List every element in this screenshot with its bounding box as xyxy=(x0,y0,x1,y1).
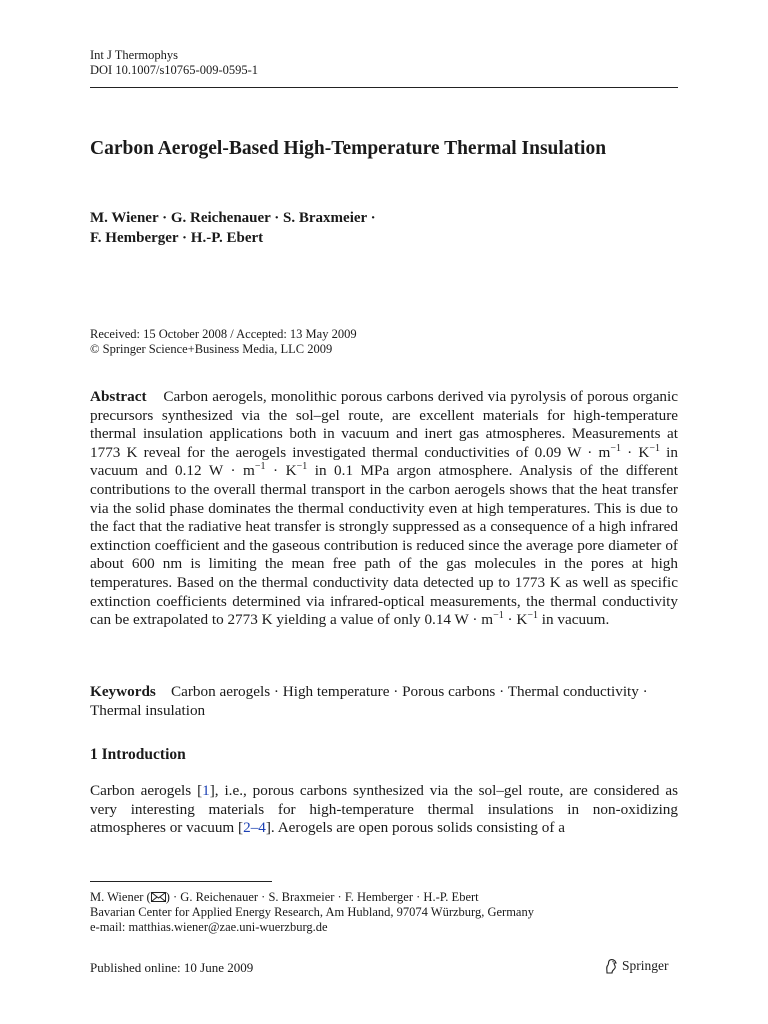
envelope-icon xyxy=(151,892,166,902)
intro-text-3: ]. Aerogels are open porous solids consisting of a xyxy=(265,819,565,837)
keywords-label: Keywords xyxy=(90,683,156,700)
abstract-text-3: in 0.1 MPa argon atmosphere. Analysis of the different contributions to the overall thermal transport in the carbon aerogels shows that the heat transfer via the solid phase dominates the thermal conductivity even at high temperatures. This is due to the fact that the radiative heat transfer is strongly suppressed as a consequence of a high infrared extinction coefficient and the gaseous contribution is reduced since the average pore diameter of about 600 nm is limiting the mean free path of the gas molecules in the pores at high temperatures. Based on the thermal conductivity data detected up to 1773 K as well as specific extinction coefficients determined via infrared-optical measurements, the thermal conductivity can be extrapolated to 2773 K yielding a value of only 0.14 W · m xyxy=(90,462,678,629)
abstract-unit: · K xyxy=(503,611,528,629)
intro-text-1: Carbon aerogels [ xyxy=(90,782,203,799)
footnote-rule xyxy=(90,881,272,882)
received-accepted: Received: 15 October 2008 / Accepted: 13 May 2009 xyxy=(90,327,357,341)
footnote-authors-b: ) · G. Reichenauer · S. Braxmeier · F. Hemberger · H.-P. Ebert xyxy=(165,890,479,904)
abstract-text-2: in vacuum and 0.12 W · m xyxy=(90,443,678,480)
citation-dash: – xyxy=(250,819,259,837)
citation-link-4[interactable]: 4 xyxy=(258,819,266,837)
exponent: −1 xyxy=(254,461,266,473)
citation-link-1[interactable]: 1 xyxy=(202,782,210,799)
authors-line-2: F. Hemberger · H.-P. Ebert xyxy=(90,230,264,246)
journal-header xyxy=(90,48,258,78)
author-footnote xyxy=(90,890,534,935)
publisher-logo xyxy=(604,958,669,974)
introduction-paragraph xyxy=(90,782,678,838)
exponent: −1 xyxy=(296,461,308,473)
exponent: −1 xyxy=(527,610,538,622)
email[interactable]: e-mail: matthias.wiener@zae.uni-wuerzburg.de xyxy=(90,920,328,934)
doi: DOI 10.1007/s10765-009-0595-1 xyxy=(90,63,259,77)
citation-link-2[interactable]: 2 xyxy=(243,819,251,837)
abstract-text-4: in vacuum. xyxy=(537,611,610,629)
abstract-unit: · K xyxy=(265,462,297,480)
abstract-label: Abstract xyxy=(90,388,147,405)
publisher-name: Springer xyxy=(622,958,669,973)
journal-name: Int J Thermophys xyxy=(90,48,178,62)
section-heading-introduction: 1 Introduction xyxy=(90,746,186,763)
copyright: © Springer Science+Business Media, LLC 2009 xyxy=(90,342,333,356)
footnote-authors xyxy=(90,890,534,905)
exponent: −1 xyxy=(493,610,504,622)
footnote-authors-a: M. Wiener ( xyxy=(90,890,151,904)
keywords xyxy=(90,683,678,720)
exponent: −1 xyxy=(649,442,661,454)
intro-text-2: ], i.e., porous carbons synthesized via the sol–gel route, are considered as very interesting materials for high-temperature thermal insulations in non-oxidizing atmospheres or vacuum [ xyxy=(90,782,678,837)
dates-block xyxy=(90,327,357,357)
abstract-text-1: Carbon aerogels, monolithic porous carbons derived via pyrolysis of porous organic precursors synthesized via the sol–gel route, are excellent materials for high-temperature thermal insulation applications both in vacuum and inert gas atmospheres. Measurements at 1773 K reveal for the aerogels investigated thermal conductivities of 0.09 W · m xyxy=(90,388,678,461)
abstract-unit: · K xyxy=(621,443,650,461)
exponent: −1 xyxy=(610,442,621,454)
author-list xyxy=(90,208,680,248)
authors-line-1: M. Wiener · G. Reichenauer · S. Braxmeier · xyxy=(90,210,376,226)
affiliation: Bavarian Center for Applied Energy Research, Am Hubland, 97074 Würzburg, Germany xyxy=(90,905,534,919)
published-online: Published online: 10 June 2009 xyxy=(90,960,254,975)
paper-title: Carbon Aerogel-Based High-Temperature Thermal Insulation xyxy=(90,138,607,159)
abstract xyxy=(90,388,678,630)
keywords-text: Carbon aerogels · High temperature · Porous carbons · Thermal conductivity · Thermal insulation xyxy=(90,683,648,719)
springer-horse-icon xyxy=(604,958,618,974)
header-rule xyxy=(90,87,678,88)
